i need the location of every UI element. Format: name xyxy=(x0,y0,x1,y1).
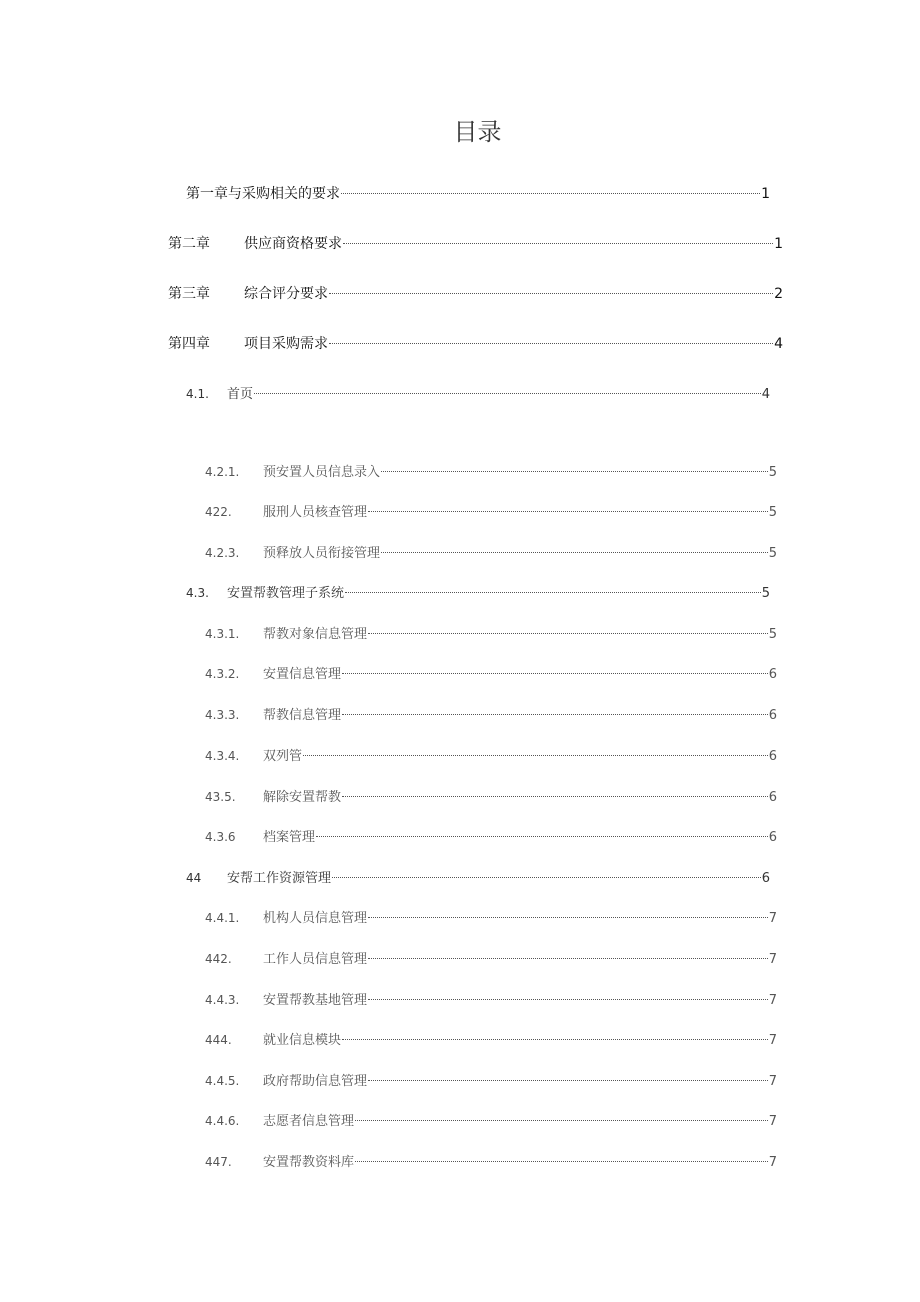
toc-entry-number: 4.4.3. xyxy=(205,993,240,1007)
toc-entry-page: 2 xyxy=(774,286,783,302)
toc-entry-number: 422. xyxy=(205,505,232,519)
toc-entry-page: 5 xyxy=(768,627,777,642)
toc-entry-label: 第一章与采购相关的要求 xyxy=(186,186,340,202)
toc-entry-4-4-7[interactable] xyxy=(205,1152,777,1172)
toc-entry-4-4[interactable] xyxy=(186,868,770,888)
toc-entry-page: 7 xyxy=(768,1155,777,1170)
toc-entry-label: 安帮工作资源管理 xyxy=(227,871,332,886)
toc-entry-number: 4.4.6. xyxy=(205,1114,240,1128)
toc-entry-label: 政府帮助信息管理 xyxy=(263,1074,368,1089)
toc-entry-label: 安置帮教资料库 xyxy=(263,1155,355,1170)
toc-entry-label: 供应商资格要求 xyxy=(244,236,342,252)
toc-entry-label: 双列管 xyxy=(263,749,303,764)
toc-entry-chapter-4[interactable] xyxy=(168,334,783,354)
toc-dot-leader xyxy=(355,1161,768,1162)
toc-entry-label: 帮教对象信息管理 xyxy=(263,627,368,642)
toc-entry-label: 档案管理 xyxy=(263,830,316,845)
toc-entry-number: 4.3.1. xyxy=(205,627,240,641)
toc-entry-number: 4.4.1. xyxy=(205,911,240,925)
toc-dot-leader xyxy=(342,1039,768,1040)
toc-dot-leader xyxy=(345,592,761,593)
toc-dot-leader xyxy=(329,343,773,344)
toc-entry-label: 安置信息管理 xyxy=(263,667,342,682)
toc-entry-4-4-2[interactable] xyxy=(205,949,777,969)
toc-dot-leader xyxy=(368,917,768,918)
toc-dot-leader xyxy=(368,958,768,959)
toc-entry-number: 4.1. xyxy=(186,387,209,401)
toc-dot-leader xyxy=(368,511,768,512)
toc-entry-4-4-4[interactable] xyxy=(205,1030,777,1050)
toc-dot-leader xyxy=(368,633,768,634)
toc-entry-page: 7 xyxy=(768,911,777,926)
toc-entry-4-3-3[interactable] xyxy=(205,705,777,725)
toc-dot-leader xyxy=(342,673,768,674)
toc-dot-leader xyxy=(368,1080,768,1081)
toc-entry-page: 7 xyxy=(768,952,777,967)
toc-entry-page: 6 xyxy=(761,871,770,886)
toc-entry-4-3[interactable] xyxy=(186,583,770,603)
toc-entry-4-3-6[interactable] xyxy=(205,827,777,847)
toc-entry-number: 第二章 xyxy=(168,236,210,252)
toc-entry-chapter-3[interactable] xyxy=(168,284,783,304)
toc-dot-leader xyxy=(254,393,761,394)
toc-dot-leader xyxy=(342,714,768,715)
toc-entry-4-4-3[interactable] xyxy=(205,990,777,1010)
toc-entry-page: 1 xyxy=(761,186,770,202)
toc-entry-4-4-1[interactable] xyxy=(205,908,777,928)
toc-entry-number: 44 xyxy=(186,871,202,885)
toc-entry-4-2-1[interactable] xyxy=(205,462,777,482)
toc-entry-page: 5 xyxy=(761,586,770,601)
toc-entry-page: 7 xyxy=(768,1074,777,1089)
toc-entry-label: 志愿者信息管理 xyxy=(263,1114,355,1129)
toc-entry-label: 机构人员信息管理 xyxy=(263,911,368,926)
toc-entry-number: 4.4.5. xyxy=(205,1074,240,1088)
toc-entry-label: 项目采购需求 xyxy=(244,336,328,352)
toc-entry-4-2-2[interactable] xyxy=(205,502,777,522)
toc-entry-page: 7 xyxy=(768,1114,777,1129)
toc-entry-number: 4.3.3. xyxy=(205,708,240,722)
toc-entry-label: 预安置人员信息录入 xyxy=(263,465,381,480)
toc-entry-page: 6 xyxy=(768,830,777,845)
toc-entry-number: 第四章 xyxy=(168,336,210,352)
toc-entry-number: 4.2.3. xyxy=(205,546,240,560)
toc-entry-page: 4 xyxy=(761,387,770,402)
toc-entry-label: 就业信息模块 xyxy=(263,1033,342,1048)
toc-entry-page: 6 xyxy=(768,790,777,805)
toc-dot-leader xyxy=(355,1120,768,1121)
toc-entry-4-4-5[interactable] xyxy=(205,1071,777,1091)
toc-entry-4-1[interactable] xyxy=(186,384,770,404)
toc-entry-page: 4 xyxy=(774,336,783,352)
toc-entry-page: 7 xyxy=(768,1033,777,1048)
toc-dot-leader xyxy=(329,293,773,294)
toc-dot-leader xyxy=(368,999,768,1000)
toc-dot-leader xyxy=(316,836,768,837)
toc-entry-chapter-1[interactable] xyxy=(186,184,770,204)
toc-entry-number: 第三章 xyxy=(168,286,210,302)
toc-entry-number: 4.3.2. xyxy=(205,667,240,681)
toc-entry-page: 6 xyxy=(768,667,777,682)
toc-entry-label: 工作人员信息管理 xyxy=(263,952,368,967)
toc-dot-leader xyxy=(341,193,760,194)
toc-entry-number: 4.3. xyxy=(186,586,209,600)
toc-entry-4-3-1[interactable] xyxy=(205,624,777,644)
toc-entry-page: 7 xyxy=(768,993,777,1008)
toc-entry-label: 服刑人员核查管理 xyxy=(263,505,368,520)
toc-title: 目录 xyxy=(453,118,502,146)
toc-entry-page: 5 xyxy=(768,546,777,561)
toc-dot-leader xyxy=(343,243,773,244)
toc-entry-label: 安置帮教管理子系统 xyxy=(227,586,345,601)
toc-entry-page: 5 xyxy=(768,505,777,520)
toc-entry-4-2-3[interactable] xyxy=(205,543,777,563)
toc-entry-number: 4.3.4. xyxy=(205,749,240,763)
toc-entry-page: 6 xyxy=(768,749,777,764)
toc-entry-chapter-2[interactable] xyxy=(168,234,783,254)
toc-entry-number: 444. xyxy=(205,1033,232,1047)
toc-entry-number: 442. xyxy=(205,952,232,966)
toc-entry-number: 43.5. xyxy=(205,790,236,804)
toc-dot-leader xyxy=(342,796,768,797)
toc-entry-page: 5 xyxy=(768,465,777,480)
toc-dot-leader xyxy=(381,552,768,553)
toc-entry-number: 447. xyxy=(205,1155,232,1169)
toc-entry-4-3-5[interactable] xyxy=(205,787,777,807)
toc-dot-leader xyxy=(381,471,768,472)
toc-entry-4-3-4[interactable] xyxy=(205,746,777,766)
toc-dot-leader xyxy=(303,755,768,756)
toc-entry-label: 首页 xyxy=(227,387,254,402)
toc-entry-number: 4.2.1. xyxy=(205,465,240,479)
toc-entry-label: 解除安置帮教 xyxy=(263,790,342,805)
toc-entry-4-3-2[interactable] xyxy=(205,664,777,684)
toc-entry-label: 综合评分要求 xyxy=(244,286,328,302)
toc-entry-number: 4.3.6 xyxy=(205,830,236,844)
toc-entry-label: 预释放人员衔接管理 xyxy=(263,546,381,561)
toc-entry-page: 1 xyxy=(774,236,783,252)
toc-dot-leader xyxy=(332,877,761,878)
toc-entry-label: 安置帮教基地管理 xyxy=(263,993,368,1008)
toc-entry-page: 6 xyxy=(768,708,777,723)
toc-entry-label: 帮教信息管理 xyxy=(263,708,342,723)
toc-entry-4-4-6[interactable] xyxy=(205,1111,777,1131)
